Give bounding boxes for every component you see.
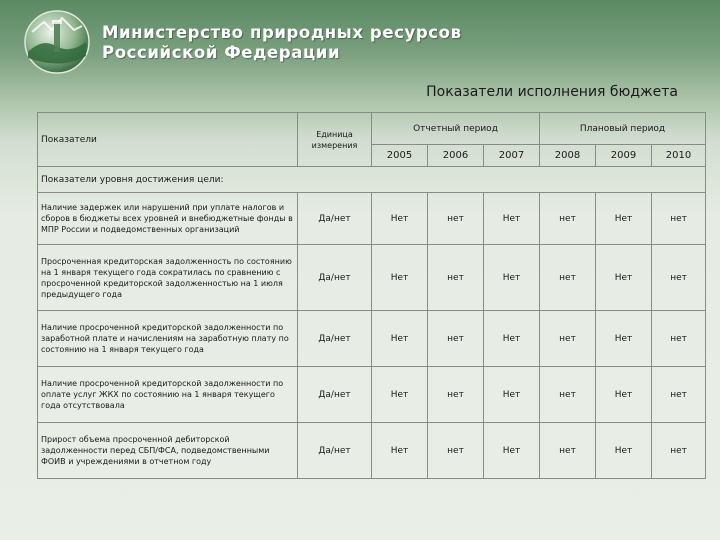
value-cell: нет	[652, 193, 706, 245]
value-cell: Нет	[372, 245, 428, 311]
ministry-name-line2: Российской Федерации	[102, 43, 341, 62]
header-year: 2009	[596, 145, 652, 167]
value-cell: нет	[652, 423, 706, 479]
value-cell: нет	[540, 193, 596, 245]
header-indicators: Показатели	[38, 113, 298, 167]
value-cell: нет	[652, 245, 706, 311]
header-planned-period: Плановый период	[540, 113, 706, 145]
value-cell: Нет	[596, 311, 652, 367]
unit-cell: Да/нет	[298, 367, 372, 423]
value-cell: нет	[428, 367, 484, 423]
table-row	[38, 367, 706, 423]
ministry-name-line1: Министерство природных ресурсов	[102, 23, 462, 42]
value-cell: Нет	[484, 423, 540, 479]
budget-table	[37, 112, 706, 479]
value-cell: Нет	[372, 193, 428, 245]
unit-cell: Да/нет	[298, 245, 372, 311]
header-year: 2005	[372, 145, 428, 167]
unit-cell: Да/нет	[298, 311, 372, 367]
value-cell: Нет	[372, 311, 428, 367]
value-cell: Нет	[596, 193, 652, 245]
section-row	[38, 167, 706, 193]
indicator-label: Прирост объема просроченной дебиторской задолженности перед СБП/ФСА, подведомственными ФОИВ и учреждениями в отчетном году	[38, 423, 298, 479]
value-cell: Нет	[372, 423, 428, 479]
header-year: 2006	[428, 145, 484, 167]
unit-cell: Да/нет	[298, 193, 372, 245]
value-cell: Нет	[484, 367, 540, 423]
value-cell: нет	[540, 367, 596, 423]
value-cell: нет	[652, 311, 706, 367]
value-cell: Нет	[596, 423, 652, 479]
ministry-name	[102, 23, 462, 63]
value-cell: нет	[540, 423, 596, 479]
value-cell: нет	[428, 193, 484, 245]
header-unit	[298, 113, 372, 167]
section-title: Показатели уровня достижения цели:	[38, 167, 706, 193]
value-cell: Нет	[596, 245, 652, 311]
header-unit-line2: измерения	[311, 140, 358, 150]
table-row	[38, 423, 706, 479]
header-reporting-period: Отчетный период	[372, 113, 540, 145]
indicator-label: Наличие просроченной кредиторской задолженности по заработной плате и начислениям на заработную плату по состоянию на 1 января текущего года	[38, 311, 298, 367]
value-cell: Нет	[596, 367, 652, 423]
value-cell: нет	[428, 245, 484, 311]
ministry-emblem-icon	[22, 8, 92, 76]
header	[0, 0, 720, 85]
indicator-label: Просроченная кредиторская задолженность по состоянию на 1 января текущего года сократилась по сравнению с просроченной кредиторской задолженностью на 1 июля предыдущего года	[38, 245, 298, 311]
value-cell: Нет	[372, 367, 428, 423]
table-row	[38, 311, 706, 367]
indicator-label: Наличие просроченной кредиторской задолженности по оплате услуг ЖКХ по состоянию на 1 января текущего года отсутствовала	[38, 367, 298, 423]
table-row	[38, 245, 706, 311]
value-cell: Нет	[484, 311, 540, 367]
indicator-label: Наличие задержек или нарушений при уплате налогов и сборов в бюджеты всех уровней и внебюджетные фонды в МПР России и подведомственных организаций	[38, 193, 298, 245]
unit-cell: Да/нет	[298, 423, 372, 479]
value-cell: нет	[428, 423, 484, 479]
header-year: 2008	[540, 145, 596, 167]
value-cell: нет	[540, 245, 596, 311]
page-title: Показатели исполнения бюджета	[426, 84, 678, 100]
table-row	[38, 193, 706, 245]
header-year: 2007	[484, 145, 540, 167]
value-cell: Нет	[484, 245, 540, 311]
value-cell: нет	[652, 367, 706, 423]
value-cell: нет	[428, 311, 484, 367]
value-cell: нет	[540, 311, 596, 367]
value-cell: Нет	[484, 193, 540, 245]
header-year: 2010	[652, 145, 706, 167]
header-row-top	[38, 113, 706, 145]
header-unit-line1: Единица	[316, 129, 353, 139]
